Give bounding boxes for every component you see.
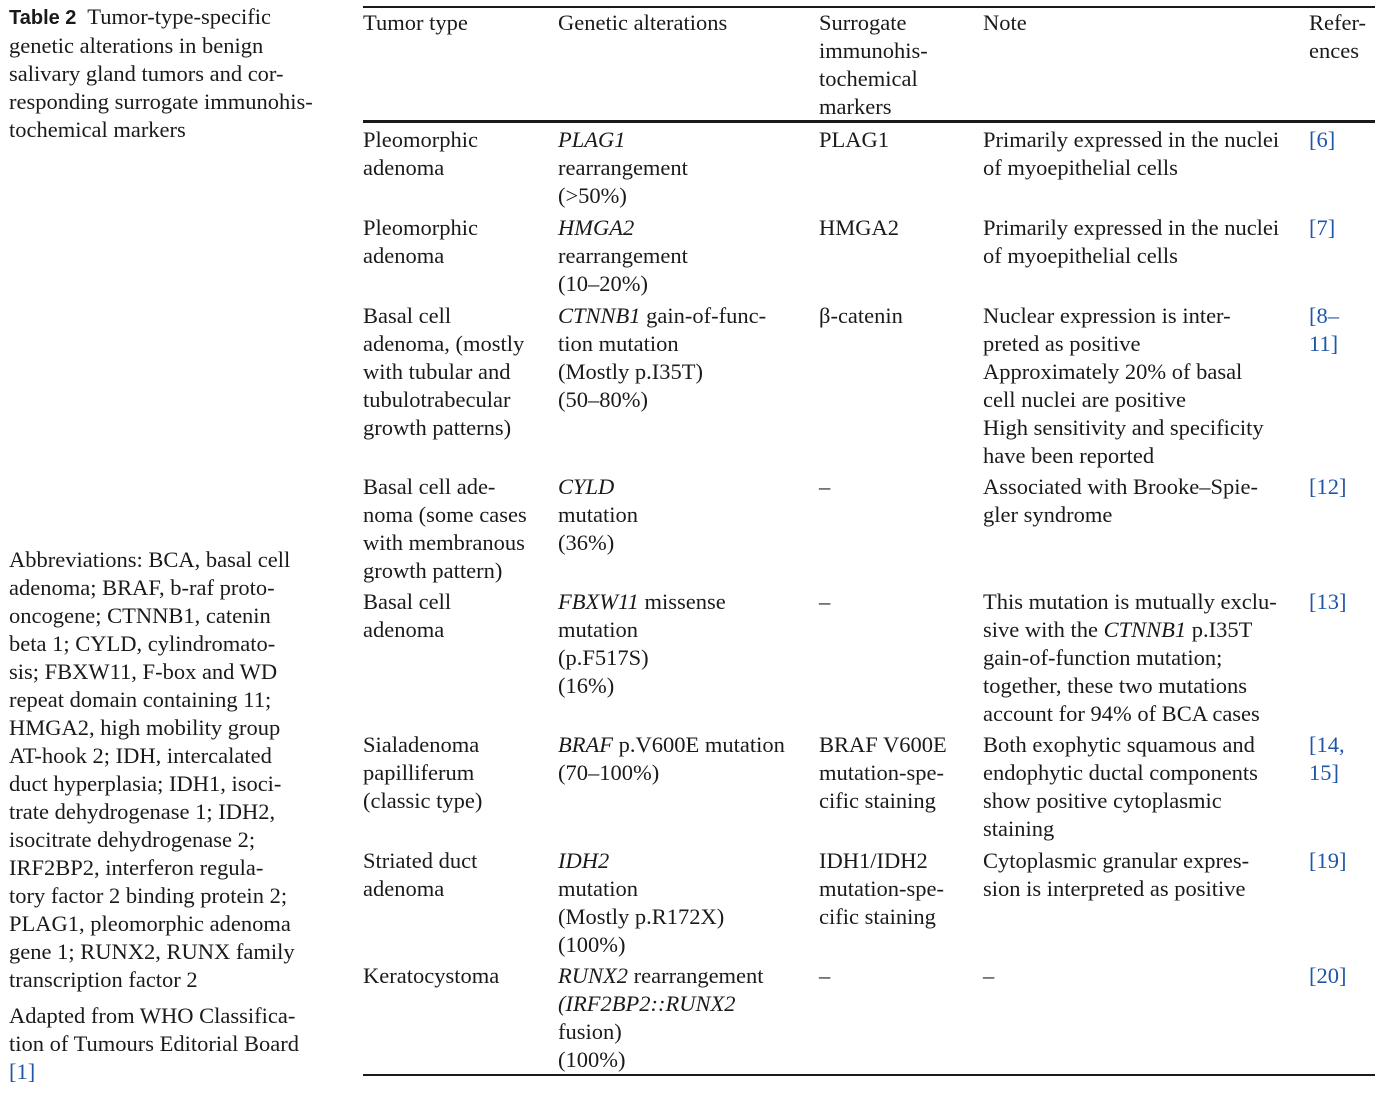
- table-row-5-note: This mutation is mutually exclu- sive with the CTNNB1 p.I35T gain-of-function mutation; together, these two mutations account for 94% of BCA cases: [983, 589, 1277, 726]
- table-row-8-note: –: [983, 963, 995, 988]
- top-rule: [363, 6, 1375, 8]
- table-row-3-alteration: CTNNB1 gain-of-func- tion mutation (Mostly p.I35T) (50–80%): [558, 303, 767, 412]
- header-tumor-type: Tumor type: [363, 10, 468, 35]
- table-row-4-marker: –: [819, 474, 831, 499]
- reference-link[interactable]: [7]: [1309, 215, 1336, 240]
- reference-link[interactable]: [12]: [1309, 474, 1347, 499]
- table-row-1-refs: [1309, 126, 1335, 154]
- table-row-4-refs: [1309, 473, 1347, 501]
- reference-link[interactable]: [13]: [1309, 589, 1347, 614]
- header-rule: [363, 120, 1375, 123]
- table-row-5-alteration: FBXW11 missense mutation (p.F517S) (16%): [558, 589, 726, 698]
- table-row-6-refs: [1309, 731, 1345, 787]
- table-row-6-alteration: BRAF p.V600E mutation (70–100%): [558, 732, 785, 785]
- table-row-1-alteration: PLAG1 rearrangement (>50%): [558, 127, 688, 208]
- header-references: Refer- ences: [1309, 10, 1367, 63]
- reference-link[interactable]: [1]: [9, 1059, 36, 1084]
- table-label: Table 2: [9, 7, 77, 29]
- table-row-2-refs: [1309, 214, 1335, 242]
- reference-link[interactable]: [20]: [1309, 963, 1347, 988]
- table-row-8-tumor: Keratocystoma: [363, 963, 500, 988]
- table-row-1-marker: PLAG1: [819, 127, 890, 152]
- reference-link[interactable]: [8–: [1309, 303, 1339, 328]
- reference-link[interactable]: [14,: [1309, 732, 1345, 757]
- reference-link[interactable]: 15]: [1309, 760, 1339, 785]
- reference-link[interactable]: [19]: [1309, 848, 1347, 873]
- table-row-6-marker: BRAF V600E mutation-spe- cific staining: [819, 732, 947, 813]
- reference-link[interactable]: 11]: [1309, 331, 1339, 356]
- table-row-5-marker: –: [819, 589, 831, 614]
- table-row-4-tumor: Basal cell ade- noma (some cases with membranous growth pattern): [363, 474, 527, 583]
- table-row-7-alteration: IDH2 mutation (Mostly p.R172X) (100%): [558, 848, 725, 957]
- abbreviations-note: Abbreviations: BCA, basal cell adenoma; BRAF, b-raf proto- oncogene; CTNNB1, catenin beta 1; CYLD, cylindromato- sis; FBXW11, F-box and WD repeat domain containing 11; HMGA2, high mobility group AT-hook 2; IDH, intercalated duct hyperplasia; IDH1, isoci- trate dehydrogenase 1; IDH2, isocitrate dehydrogenase 2; IRF2BP2, interferon regula- tory factor 2 binding protein 2; PLAG1, pleomorphic adenoma gene 1; RUNX2, RUNX family transcription factor 2: [9, 547, 295, 992]
- table-footnotes: [9, 546, 339, 1094]
- table-row-7-refs: [1309, 847, 1347, 875]
- table-row-6-note: Both exophytic squamous and endophytic ductal components show positive cytoplasmic staining: [983, 732, 1258, 841]
- table-row-2-tumor: Pleomorphic adenoma: [363, 215, 478, 268]
- table-row-8-refs: [1309, 962, 1347, 990]
- table-row-3-marker: β-catenin: [819, 303, 903, 328]
- header-genetic-alterations: Genetic alterations: [558, 10, 728, 35]
- table-row-7-tumor: Striated duct adenoma: [363, 848, 478, 901]
- reference-link[interactable]: [6]: [1309, 127, 1336, 152]
- table-row-2-alteration: HMGA2 rearrangement (10–20%): [558, 215, 688, 296]
- table-row-5-tumor: Basal cell adenoma: [363, 589, 452, 642]
- bottom-rule: [363, 1074, 1375, 1076]
- adapted-note: Adapted from WHO Classifica- tion of Tumours Editorial Board [1]: [9, 1003, 300, 1084]
- table-row-2-marker: HMGA2: [819, 215, 900, 240]
- table-row-3-tumor: Basal cell adenoma, (mostly with tubular and tubulotrabecular growth patterns): [363, 303, 525, 440]
- table-row-6-tumor: Sialadenoma papilliferum (classic type): [363, 732, 483, 813]
- table-row-1-tumor: Pleomorphic adenoma: [363, 127, 478, 180]
- table-caption: Table 2 Tumor-type-specific genetic alterations in benign salivary gland tumors and cor- responding surrogate immunohis- tochemical markers: [9, 4, 313, 142]
- table-row-8-marker: –: [819, 963, 831, 988]
- table-row-2-note: Primarily expressed in the nuclei of myoepithelial cells: [983, 215, 1280, 268]
- table-row-7-marker: IDH1/IDH2 mutation-spe- cific staining: [819, 848, 944, 929]
- table-row-3-note: Nuclear expression is inter- preted as positive Approximately 20% of basal cell nuclei are positive High sensitivity and specificity have been reported: [983, 303, 1264, 468]
- header-surrogate-markers: Surrogate immunohis- tochemical markers: [819, 10, 928, 119]
- table-row-5-refs: [1309, 588, 1347, 616]
- table-row-4-note: Associated with Brooke–Spie- gler syndrome: [983, 474, 1258, 527]
- data-table: [363, 0, 1375, 1087]
- table-row-4-alteration: CYLD mutation (36%): [558, 474, 638, 555]
- table-row-1-note: Primarily expressed in the nuclei of myoepithelial cells: [983, 127, 1280, 180]
- table-row-3-refs: [1309, 302, 1339, 358]
- table-row-7-note: Cytoplasmic granular expres- sion is interpreted as positive: [983, 848, 1250, 901]
- table-row-8-alteration: RUNX2 rearrangement (IRF2BP2::RUNX2 fusion) (100%): [558, 963, 764, 1072]
- header-note: Note: [983, 10, 1027, 35]
